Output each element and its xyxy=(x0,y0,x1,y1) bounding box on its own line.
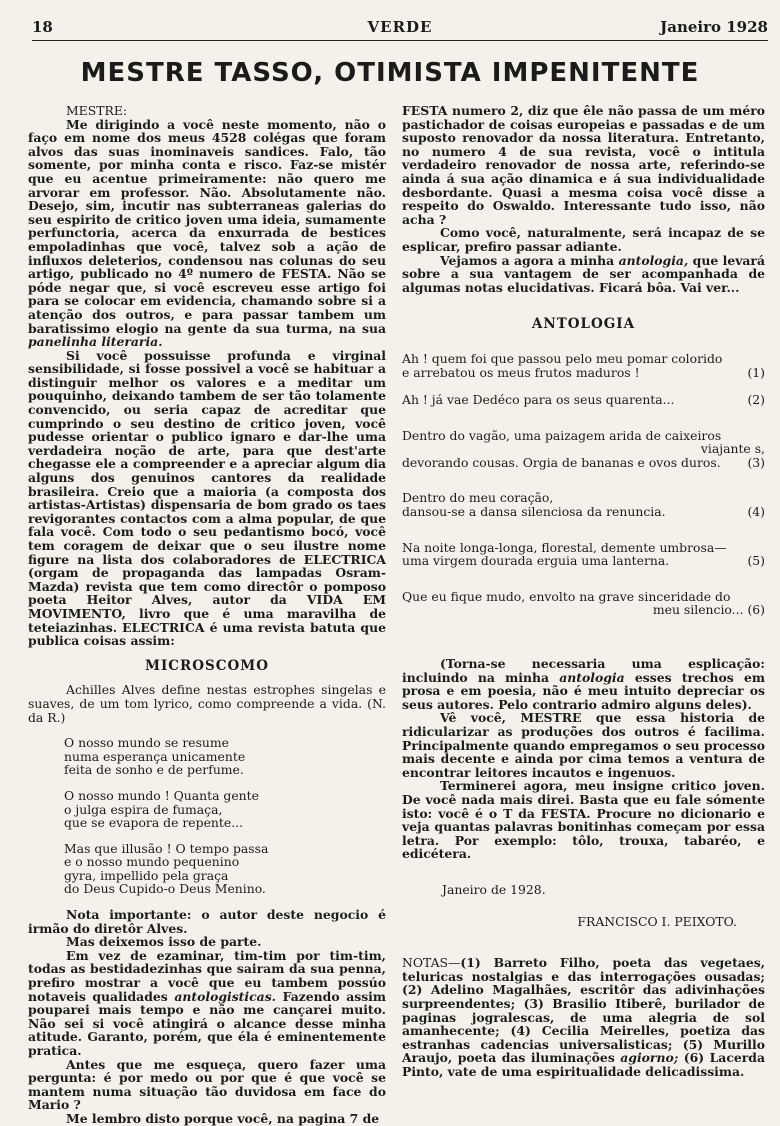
signature: FRANCISCO I. PEIXOTO. xyxy=(577,913,737,929)
poem-stanza: Mas que illusão ! O tempo passa e o nosso mundo pequenino gyra, impellido pela graça do Deus Cupido-o Deus Menino. xyxy=(64,840,269,897)
notes: NOTAS—(1) Barreto Filho, poeta das vegetaes, teluricas nostalgias e das interrogações ousadas; (2) Adelino Magalhães, escritôr das adivinhações surpreendentes; (3) Brasilio Itiberê, burilador de paginas jogralescas, de uma alegria de sol amanhecente; (4) Cecilia Meirelles, poetiza das estranhas cadencias universalisticas; (5) Murillo Araujo, poeta das iluminações agiorno; (6) Lacerda Pinto, vate de uma espiritualidade delicadissima. xyxy=(402,955,765,1079)
section-heading-microscomo: MICROSCOMO xyxy=(145,657,269,674)
right-column xyxy=(402,104,765,1078)
anthology-excerpt: Ah ! quem foi que passou pelo meu pomar colorido e arrebatou os meus frutos maduros ! (1) xyxy=(402,350,765,380)
header-rule xyxy=(32,40,768,41)
paragraph: Nota importante: o autor deste negocio é irmão do diretôr Alves. xyxy=(28,907,386,936)
anthology-excerpt: Ah ! já vae Dedéco para os seus quarenta... (2) xyxy=(402,392,765,408)
paragraph: Vê você, MESTRE que essa historia de ridicularizar as produções dos outros é facilima. Principalmente quando empregamos o seu processo mais decente e ainda por cima temos a ventura de encontrar leitores incautos e ingenuos. xyxy=(402,710,765,780)
paragraph: Em vez de ezaminar, tim-tim por tim-tim, todas as bestidadezinhas que sairam da sua penna, prefiro mostrar a você que eu tambem possúo notaveis qualidades antologisticas. Fazendo assim pouparei mais tempo e não me cançarei muito. Não sei si você atingirá o alcance desse minha atitude. Garanto, porém, que éla é eminentemente pratica. xyxy=(28,947,386,1058)
poem-stanza: O nosso mundo ! Quanta gente o julga espira de fumaça, que se evapora de repente... xyxy=(64,787,259,831)
paragraph: Mas deixemos isso de parte. xyxy=(66,934,262,950)
publication-name: VERDE xyxy=(367,18,433,36)
page-number: 18 xyxy=(32,18,53,36)
paragraph: Vejamos a agora a minha antologia, que levará sobre a sua vantagem de ser acompanhada de algumas notas elucidativas. Ficará bôa. Vai ver... xyxy=(402,252,765,295)
issue-date: Janeiro 1928 xyxy=(660,18,768,36)
signature-date: Janeiro de 1928. xyxy=(442,881,546,897)
paragraph: FESTA numero 2, diz que êle não passa de um méro pastichador de coisas europeias e passadas e de um suposto renovador da nossa literatura. Entretanto, no numero 4 de sua revista, você o intitula verdadeiro renovador de nossa arte, referindo-se ainda á sua ação dinamica e á sua individualidade desbordante. Quasi a mesma coisa você disse a respeito do Oswaldo. Interessante tudo isso, não acha ? xyxy=(402,103,765,227)
section-heading-antologia: ANTOLOGIA xyxy=(531,316,636,333)
paragraph: Me dirigindo a você neste momento, não o faço em nome dos meus 4528 colégas que foram alvos das suas inominaveis sandices. Falo, tão somente, por minha conta e risco. Faz-se mistér que eu acentue primeiramente: não quero me arvorar em professor. Não. Absolutamente não. Desejo, sim, incutir nas subterraneas galerias do seu espirito de critico joven uma ideia, sumamente perfunctoria, acerca da enxurrada de bestices empoladinhas que você, talvez sob a ação de influxos deleterios, condensou nas colunas do seu artigo, publicado no 4º numero de FESTA. Não se póde negar que, si você escreveu esse artigo foi para se colocar em evidencia, chamando sobre si a atenção dos outros, e para passar tambem um baratissimo elogio na gente da sua turma, na sua panelinha literaria. xyxy=(28,116,386,350)
poem-stanza: O nosso mundo se resume numa esperança unicamente feita de sonho e de perfume. xyxy=(64,735,246,778)
paragraph: Terminerei agora, meu insigne critico joven. De você nada mais direi. Basta que eu fale sómente isto: você é o T da FESTA. Procure no dicionario e veja quantas palavras bonitinhas começam por essa letra. Por exemplo: tôlo, trouxa, tabaréo, e edicétera. xyxy=(402,778,765,862)
paragraph: Antes que me esqueça, quero fazer uma pergunta: é por medo ou por que é que você se mantem numa situação tão duvidosa em face do Mario ? xyxy=(28,1056,386,1113)
salutation: MESTRE: xyxy=(66,103,128,118)
article-title: MESTRE TASSO, OTIMISTA IMPENITENTE xyxy=(80,58,700,88)
poem-intro: Achilles Alves define nestas estrophes singelas e suaves, de um tom lyrico, como compreende a vida. (N. da R.) xyxy=(28,682,386,725)
anthology-excerpt: Dentro do meu coração, dansou-se a dansa silenciosa da renuncia. (4) xyxy=(402,490,765,520)
paragraph: (Torna-se necessaria uma esplicação: incluindo na minha antologia esses trechos em prosa e em poesia, não é meu intuito depreciar os seus autores. Pelo contrario admiro alguns deles). xyxy=(402,656,765,712)
paragraph: Si você possuisse profunda e virginal sensibilidade, si fosse possivel a você se habituar a distinguir melhor os valores e a meditar um pouquinho, deixando tambem de ser tão tolamente convencido, ou seria capaz de acreditar que cumprindo o seu destino de critico joven, você pudesse orientar o publico ignaro e dar-lhe uma verdadeira noção de arte, para que dest'arte chegasse ele a compreender e a apreciar algum dia alguns dos genuinos cantores da realidade brasileira. Creio que a maioria (a composta dos artistas-Artistas) dispensaria de bom grado os taes revigorantes contactos com a alma popular, de que fala você. Com todo o seu pedantismo bocó, você tem coragem de deixar que o seu ilustre nome figure na lista dos colaboradores de ELECTRICA (orgam de propaganda das lampadas Osram-Mazda) revista que tem como directôr o pomposo poeta Heitor Alves, autor da VIDA EM MOVIMENTO, livro que é uma maravilha de teteiazinhas. ELECTRICA é uma revista batuta que publica coisas assim: xyxy=(28,347,386,649)
paragraph: Me lembro disto porque você, na pagina 7 de xyxy=(66,1110,380,1126)
left-column xyxy=(28,104,386,1126)
paragraph: Como você, naturalmente, será incapaz de se esplicar, prefiro passar adiante. xyxy=(402,225,765,254)
page-header xyxy=(32,18,768,40)
anthology-excerpt: Na noite longa-longa, florestal, demente umbrosa— uma virgem dourada erguia uma lanterna. (5) xyxy=(402,539,765,569)
anthology-excerpt: Dentro do vagão, uma paizagem arida de caixeiros viajante s, devorando cousas. Orgia de bananas e ovos duros. (3) xyxy=(402,427,765,470)
anthology-excerpt: Que eu fique mudo, envolto na grave sinceridade do meu silencio... (6) xyxy=(402,588,765,618)
